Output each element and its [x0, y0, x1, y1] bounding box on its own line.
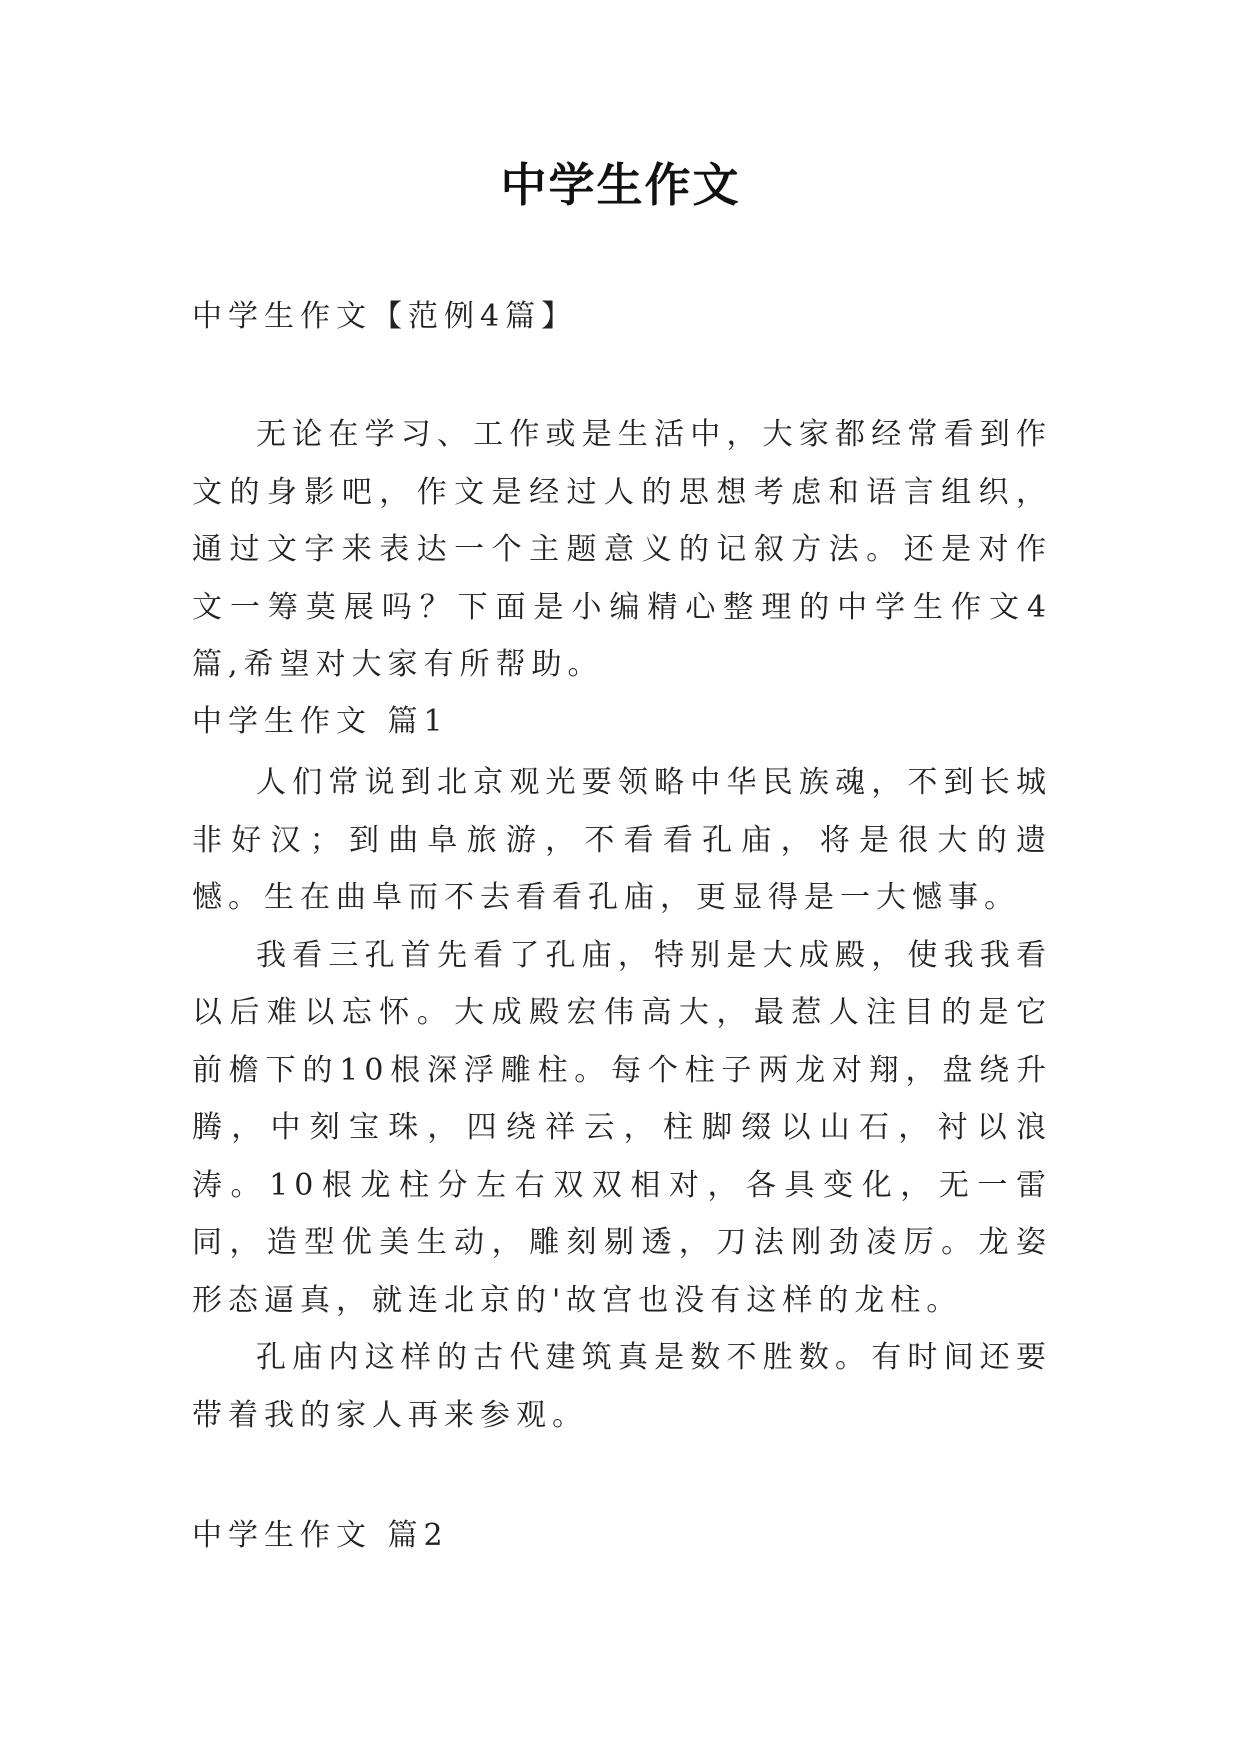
- section-1-heading: 中学生作文 篇1: [192, 704, 449, 739]
- section-1-paragraph-2: 我看三孔首先看了孔庙，特别是大成殿，使我我看以后难以忘怀。大成殿宏伟高大，最惹人注目的是它前檐下的10根深浮雕柱。每个柱子两龙对翔，盘绕升腾，中刻宝珠，四绕祥云，柱脚缀以山石，衬以浪涛。10根龙柱分左右双双相对，各具变化，无一雷同，造型优美生动，雕刻剔透，刀法刚劲凌厉。龙姿形态逼真，就连北京的'故宫也没有这样的龙柱。: [192, 937, 1052, 1318]
- intro-block: [192, 406, 1052, 694]
- document-subtitle: 中学生作文【范例4篇】: [192, 299, 578, 334]
- section-1-body: [192, 754, 1052, 1444]
- section-2-heading: 中学生作文 篇2: [192, 1518, 449, 1553]
- section-1-paragraph-3: 孔庙内这样的古代建筑真是数不胜数。有时间还要带着我的家人再来参观。: [192, 1340, 1052, 1433]
- intro-paragraph: 无论在学习、工作或是生活中，大家都经常看到作文的身影吧，作文是经过人的思想考虑和语言组织，通过文字来表达一个主题意义的记叙方法。还是对作文一筹莫展吗？下面是小编精心整理的中学生作文4篇,希望对大家有所帮助。: [192, 417, 1052, 682]
- document-title: 中学生作文: [500, 158, 741, 212]
- section-2-heading-block: [192, 1512, 1052, 1560]
- section-1-paragraph-1: 人们常说到北京观光要领略中华民族魂，不到长城非好汉；到曲阜旅游，不看看孔庙，将是很大的遗憾。生在曲阜而不去看看孔庙，更显得是一大憾事。: [192, 765, 1052, 915]
- section-1-heading-block: [192, 698, 1052, 746]
